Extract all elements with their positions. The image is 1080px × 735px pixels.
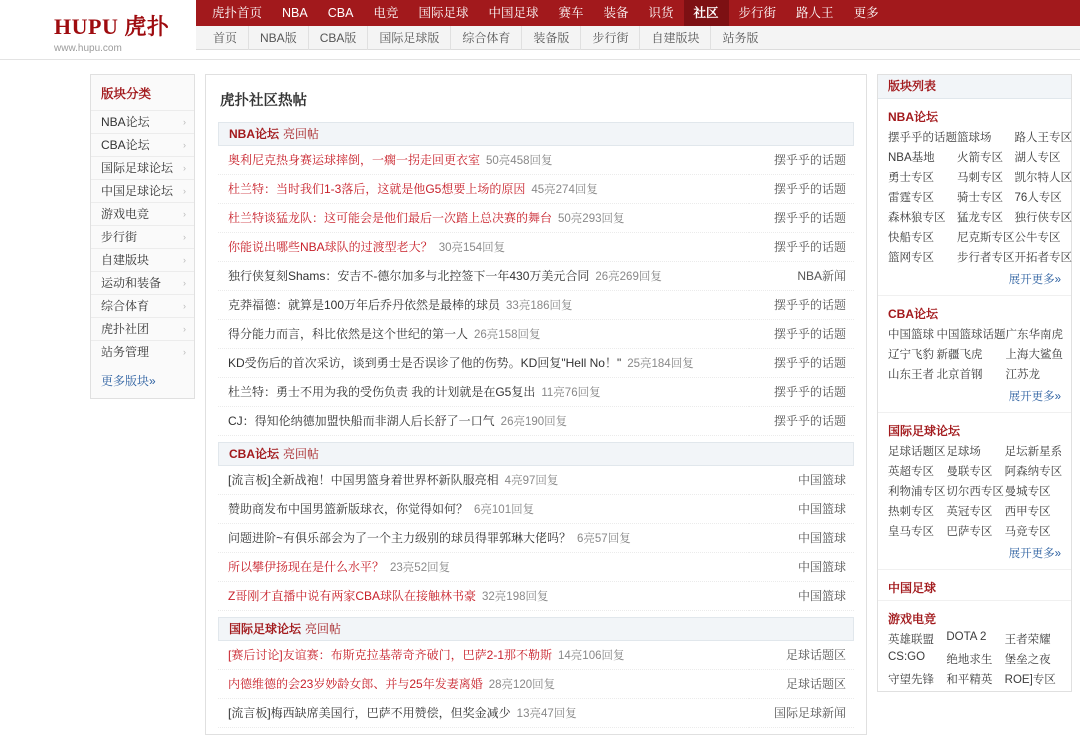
forum-group-title[interactable]: NBA论坛 bbox=[888, 110, 938, 124]
site-header bbox=[0, 0, 1080, 60]
forum-link[interactable]: 江苏龙 bbox=[1005, 369, 1040, 381]
forum-link[interactable]: 西甲专区 bbox=[1004, 506, 1051, 518]
forum-link[interactable]: 曼联专区 bbox=[946, 466, 993, 478]
sidebar-item-label: 运动和装备 bbox=[101, 275, 162, 290]
thread-reply-count: 14亮106回复 bbox=[558, 650, 625, 662]
sidebar-item[interactable] bbox=[91, 294, 194, 317]
thread-forum-link[interactable]: 中国篮球 bbox=[749, 524, 854, 553]
site-logo[interactable] bbox=[0, 0, 196, 54]
subnav-item[interactable]: NBA版 bbox=[249, 26, 309, 50]
thread-title-cell bbox=[218, 641, 749, 670]
right-gutter bbox=[1072, 74, 1080, 735]
thread-title-cell bbox=[218, 670, 749, 699]
thread-title-cell bbox=[218, 378, 749, 407]
sidebar-item-label: 中国足球论坛 bbox=[101, 183, 174, 198]
thread-reply-count: 32亮198回复 bbox=[482, 591, 549, 603]
subnav-item[interactable]: 国际足球版 bbox=[368, 26, 451, 50]
thread-title-cell bbox=[218, 262, 749, 291]
chevron-right-icon: › bbox=[183, 208, 186, 219]
thread-forum-link[interactable]: 足球话题区 bbox=[749, 670, 854, 699]
thread-title-cell bbox=[218, 349, 749, 378]
thread-link[interactable]: 杜兰特：当时我们1-3落后，这就是他G5想要上场的原因 bbox=[228, 182, 526, 196]
forum-link[interactable]: 76人专区 bbox=[1014, 192, 1062, 204]
chevron-right-icon: › bbox=[183, 231, 186, 242]
nav-item[interactable]: NBA bbox=[282, 6, 308, 20]
sidebar-item[interactable] bbox=[91, 110, 194, 133]
chevron-right-icon: › bbox=[183, 323, 186, 334]
thread-link[interactable]: [赛后讨论]友谊赛：布斯克拉基蒂奇齐破门，巴萨2-1那不勒斯 bbox=[228, 648, 553, 662]
nav-item[interactable]: 步行街 bbox=[738, 6, 777, 20]
chevron-right-icon: › bbox=[183, 162, 186, 173]
sidebar-item-label: 自建版块 bbox=[101, 252, 150, 267]
thread-forum-link[interactable]: 国际足球新闻 bbox=[749, 699, 854, 728]
thread-reply-count: 28亮120回复 bbox=[488, 679, 556, 691]
logo-text: HUPU 虎扑 bbox=[54, 14, 170, 39]
sidebar-item-label: 国际足球论坛 bbox=[101, 160, 174, 175]
subnav-item[interactable]: 自建版块 bbox=[640, 26, 711, 50]
forum-link[interactable]: 湖人专区 bbox=[1014, 152, 1061, 164]
left-gutter bbox=[0, 74, 90, 735]
thread-reply-count: 50亮293回复 bbox=[558, 213, 625, 225]
forum-link[interactable]: 公牛专区 bbox=[1014, 232, 1061, 244]
thread-forum-link[interactable]: 摆乎乎的话题 bbox=[749, 146, 854, 175]
sidebar bbox=[90, 74, 195, 399]
sidebar-item-label: NBA论坛 bbox=[101, 114, 150, 129]
nav-item[interactable]: 电竞 bbox=[373, 6, 399, 20]
nav-item[interactable]: 装备 bbox=[603, 6, 629, 20]
forum-link[interactable]: 守望先锋 bbox=[888, 674, 934, 686]
forum-link[interactable]: 曼城专区 bbox=[1004, 486, 1051, 498]
forum-link[interactable]: 英超专区 bbox=[888, 466, 934, 478]
chevron-right-icon: › bbox=[183, 277, 186, 288]
forum-group-list bbox=[878, 99, 1071, 691]
table-row bbox=[218, 699, 854, 728]
forum-link-grid bbox=[878, 129, 1071, 269]
header-navigation bbox=[196, 0, 1080, 50]
page-body bbox=[0, 60, 1080, 735]
sidebar-item-label: 综合体育 bbox=[101, 298, 150, 313]
sidebar-item[interactable] bbox=[91, 133, 194, 156]
sidebar-item[interactable] bbox=[91, 317, 194, 340]
nav-item[interactable]: 社区 bbox=[684, 0, 729, 26]
thread-forum-link[interactable]: 摆乎乎的话题 bbox=[749, 407, 854, 436]
forum-link[interactable]: 新疆飞虎 bbox=[936, 349, 983, 361]
forum-link[interactable]: 森林狼专区 bbox=[888, 212, 946, 224]
thread-link[interactable]: 克莽福德：就算是100万年后乔丹依然是最棒的球员 bbox=[228, 298, 501, 312]
thread-forum-link[interactable]: 中国篮球 bbox=[749, 466, 854, 495]
thread-link[interactable]: [流言板]梅西缺席美国行，巴萨不用赞偿，但奖金减少 bbox=[228, 706, 511, 720]
thread-block-header bbox=[218, 122, 854, 146]
nav-item[interactable]: 路人王 bbox=[796, 6, 834, 20]
thread-reply-count: 30亮154回复 bbox=[438, 242, 506, 254]
thread-forum-link[interactable]: 摆乎乎的话题 bbox=[749, 291, 854, 320]
thread-link[interactable]: 独行侠复刻Shams：安吉不-德尔加多与北控签下一年430万美元合同 bbox=[228, 269, 590, 283]
thread-reply-count: 33亮186回复 bbox=[506, 300, 573, 312]
forum-group-expand-link[interactable]: 展开更多» bbox=[1008, 391, 1061, 403]
forum-link[interactable]: 勇士专区 bbox=[888, 172, 934, 184]
forum-link[interactable]: 皇马专区 bbox=[888, 526, 934, 538]
forum-link[interactable]: 和平精英 bbox=[946, 674, 993, 686]
nav-item[interactable]: 虎扑首页 bbox=[212, 6, 263, 20]
thread-forum-link[interactable]: 摆乎乎的话题 bbox=[749, 378, 854, 407]
thread-forum-link[interactable]: 摆乎乎的话题 bbox=[749, 204, 854, 233]
forum-link[interactable]: 北京首钢 bbox=[936, 369, 983, 381]
forum-link[interactable]: 步行者专区 bbox=[957, 252, 1015, 264]
thread-block bbox=[206, 442, 866, 617]
thread-title-cell bbox=[218, 699, 749, 728]
forum-list-title: 版块列表 bbox=[878, 75, 1071, 99]
forum-link[interactable]: 摆乎乎的话题 bbox=[888, 132, 957, 144]
table-row bbox=[218, 407, 854, 436]
table-row bbox=[218, 320, 854, 349]
sidebar-item-label: 虎扑社团 bbox=[101, 321, 150, 336]
forum-link[interactable]: 利物浦专区 bbox=[888, 486, 946, 498]
table-row bbox=[218, 204, 854, 233]
thread-title-cell bbox=[218, 466, 749, 495]
thread-title-cell bbox=[218, 582, 749, 611]
table-row bbox=[218, 291, 854, 320]
sidebar-item[interactable] bbox=[91, 202, 194, 225]
thread-block bbox=[206, 617, 866, 734]
forum-link[interactable]: NBA基地 bbox=[888, 152, 935, 164]
forum-group-title[interactable]: CBA论坛 bbox=[878, 295, 1071, 326]
forum-link[interactable]: 中国篮球话题 bbox=[936, 329, 1006, 341]
thread-reply-count: 26亮158回复 bbox=[474, 329, 541, 341]
forum-group-title[interactable]: 中国足球 bbox=[878, 569, 1071, 600]
forum-link[interactable]: 中国篮球 bbox=[888, 329, 934, 341]
chevron-right-icon: › bbox=[183, 346, 186, 357]
forum-link[interactable]: 阿森纳专区 bbox=[1004, 466, 1063, 478]
forum-link[interactable]: 山东王者 bbox=[888, 369, 934, 381]
forum-link[interactable]: 开拓者专区 bbox=[1014, 252, 1072, 264]
subnav-item[interactable]: 步行街 bbox=[581, 26, 640, 50]
thread-reply-count: 26亮269回复 bbox=[595, 271, 662, 283]
forum-link[interactable]: 马刺专区 bbox=[957, 172, 1003, 184]
chevron-right-icon: › bbox=[183, 139, 186, 150]
sidebar-item-label: 游戏电竞 bbox=[101, 206, 150, 221]
subnav-item[interactable]: 站务版 bbox=[722, 30, 759, 45]
thread-forum-link[interactable]: 中国篮球 bbox=[749, 553, 854, 582]
right-column bbox=[877, 74, 1072, 735]
table-row bbox=[218, 146, 854, 175]
thread-reply-count: 6亮101回复 bbox=[474, 504, 535, 516]
thread-block-tag: 亮回帖 bbox=[283, 127, 320, 141]
thread-link[interactable]: 杜兰特：勇士不用为我的受伤负责 我的计划就是在G5复出 bbox=[228, 385, 536, 399]
forum-list-panel bbox=[877, 74, 1072, 692]
forum-link[interactable]: 快船专区 bbox=[888, 232, 934, 244]
thread-title-cell bbox=[218, 320, 749, 349]
thread-link[interactable]: 得分能力而言，科比依然是这个世纪的第一人 bbox=[228, 327, 469, 341]
chevron-right-icon: › bbox=[183, 300, 186, 311]
forum-group-expand-link[interactable]: 展开更多» bbox=[1008, 548, 1061, 560]
thread-link[interactable]: 你能说出哪些NBA球队的过渡型老大？ bbox=[228, 240, 433, 254]
thread-title-cell bbox=[218, 146, 749, 175]
thread-table bbox=[218, 146, 854, 436]
subnav-item[interactable]: 装备版 bbox=[522, 26, 581, 50]
table-row bbox=[218, 349, 854, 378]
forum-link[interactable]: 英冠专区 bbox=[946, 506, 993, 518]
thread-forum-link[interactable]: 摆乎乎的话题 bbox=[749, 175, 854, 204]
chevron-right-icon: › bbox=[183, 185, 186, 196]
sidebar-item[interactable] bbox=[91, 225, 194, 248]
thread-title-cell bbox=[218, 553, 749, 582]
thread-title-cell bbox=[218, 407, 749, 436]
thread-title-cell bbox=[218, 233, 749, 262]
secondary-nav bbox=[196, 26, 1080, 50]
primary-nav bbox=[196, 0, 1080, 26]
forum-link[interactable]: 广东华南虎 bbox=[1005, 329, 1063, 341]
sidebar-item-label: 站务管理 bbox=[101, 344, 150, 359]
sidebar-item[interactable] bbox=[91, 340, 194, 363]
main-content bbox=[205, 74, 867, 735]
nav-item[interactable]: 更多 bbox=[853, 6, 879, 20]
table-row bbox=[218, 553, 854, 582]
subnav-item[interactable]: 综合体育 bbox=[451, 26, 522, 50]
table-row bbox=[218, 175, 854, 204]
thread-link[interactable]: 问题进阶~有俱乐部会为了一个主力级别的球员得罪郭琳大佬吗？ bbox=[228, 531, 572, 545]
thread-link[interactable]: KD受伤后的首次采访，谈到勇士是否误诊了他的伤势。KD回复"Hell No！" bbox=[228, 356, 622, 370]
forum-link[interactable]: 路人王专区 bbox=[1014, 132, 1072, 144]
sidebar-item-label: CBA论坛 bbox=[101, 137, 150, 152]
forum-link[interactable]: 篮球场 bbox=[957, 132, 992, 144]
subnav-item[interactable]: 首页 bbox=[202, 26, 249, 50]
forum-link[interactable]: 辽宁飞豹 bbox=[888, 349, 934, 361]
forum-link[interactable]: 骑士专区 bbox=[957, 192, 1003, 204]
forum-link[interactable]: 王者荣耀 bbox=[1004, 634, 1051, 646]
thread-link[interactable]: 杜兰特谈猛龙队：这可能会是他们最后一次踏上总决赛的舞台 bbox=[228, 211, 553, 225]
sidebar-item[interactable] bbox=[91, 248, 194, 271]
nav-item[interactable]: 国际足球 bbox=[418, 6, 469, 20]
sidebar-item-list bbox=[91, 110, 194, 363]
forum-link[interactable]: 巴萨专区 bbox=[946, 526, 993, 538]
thread-title-cell bbox=[218, 291, 749, 320]
thread-block-forum[interactable]: 国际足球论坛 bbox=[229, 622, 302, 636]
forum-link[interactable]: 上海大鲨鱼 bbox=[1005, 349, 1063, 361]
thread-forum-link[interactable]: 摆乎乎的话题 bbox=[749, 320, 854, 349]
table-row bbox=[218, 262, 854, 291]
thread-table bbox=[218, 466, 854, 611]
thread-reply-count: 6亮57回复 bbox=[577, 533, 631, 545]
forum-link[interactable]: 马竞专区 bbox=[1004, 526, 1051, 538]
thread-link[interactable]: CJ：得知伦纳德加盟快船而非湖人后长舒了一口气 bbox=[228, 414, 495, 428]
thread-forum-link[interactable]: 足球话题区 bbox=[749, 641, 854, 670]
forum-link[interactable]: 独行侠专区 bbox=[1014, 212, 1072, 224]
thread-link[interactable]: 所以攀伊扬现在是什么水平？ bbox=[228, 560, 385, 574]
thread-block-tag: 亮回帖 bbox=[283, 447, 320, 461]
forum-link[interactable]: 猛龙专区 bbox=[957, 212, 1003, 224]
sidebar-item[interactable] bbox=[91, 271, 194, 294]
thread-link[interactable]: 赞助商发布中国男篮新版球衣，你觉得如何？ bbox=[228, 502, 469, 516]
table-row bbox=[218, 670, 854, 699]
thread-link[interactable]: Z哥刚才直播中说有两家CBA球队在接触林书豪 bbox=[228, 589, 477, 603]
thread-reply-count: 11亮76回复 bbox=[541, 387, 601, 399]
thread-block-header bbox=[218, 617, 854, 641]
table-row bbox=[218, 524, 854, 553]
forum-group-expand-link[interactable]: 展开更多» bbox=[1008, 274, 1061, 286]
table-row bbox=[218, 233, 854, 262]
thread-block-tag: 亮回帖 bbox=[305, 622, 342, 636]
thread-reply-count: 13亮47回复 bbox=[516, 708, 577, 720]
logo-url: www.hupu.com bbox=[54, 43, 122, 54]
subnav-item[interactable]: CBA版 bbox=[309, 26, 369, 50]
thread-block bbox=[206, 122, 866, 442]
table-row bbox=[218, 466, 854, 495]
thread-link[interactable]: 内德维德的会23岁妙龄女郎、并与25年发妻离婚 bbox=[228, 677, 483, 691]
thread-title-cell bbox=[218, 524, 749, 553]
thread-reply-count: 25亮184回复 bbox=[627, 358, 694, 370]
thread-block-header bbox=[218, 442, 854, 466]
forum-link[interactable]: DOTA 2 bbox=[946, 631, 987, 643]
thread-forum-link[interactable]: 中国篮球 bbox=[749, 582, 854, 611]
chevron-right-icon: › bbox=[183, 116, 186, 127]
forum-link-grid bbox=[878, 631, 1071, 691]
nav-item[interactable]: 识货 bbox=[648, 6, 674, 20]
forum-link-grid bbox=[878, 326, 1071, 386]
thread-reply-count: 4亮97回复 bbox=[504, 475, 559, 487]
forum-link[interactable]: 足球话题区 bbox=[888, 446, 946, 458]
thread-forum-link[interactable]: 中国篮球 bbox=[749, 495, 854, 524]
thread-block-forum[interactable]: CBA论坛 bbox=[229, 447, 279, 461]
forum-link[interactable]: 篮网专区 bbox=[888, 252, 934, 264]
thread-block-forum[interactable]: NBA论坛 bbox=[229, 127, 279, 141]
forum-link[interactable]: 英雄联盟 bbox=[888, 634, 934, 646]
thread-table bbox=[218, 641, 854, 728]
thread-reply-count: 45亮274回复 bbox=[531, 184, 598, 196]
thread-title-cell bbox=[218, 204, 749, 233]
thread-link[interactable]: [流言板]全新战袍！中国男篮身着世界杯新队服亮相 bbox=[228, 473, 499, 487]
forum-link[interactable]: 雷霆专区 bbox=[888, 192, 934, 204]
table-row bbox=[218, 495, 854, 524]
forum-link[interactable]: 热刺专区 bbox=[888, 506, 934, 518]
table-row bbox=[218, 582, 854, 611]
thread-reply-count: 26亮190回复 bbox=[500, 416, 568, 428]
thread-reply-count: 23亮52回复 bbox=[390, 562, 451, 574]
table-row bbox=[218, 641, 854, 670]
forum-link-grid bbox=[878, 443, 1071, 543]
forum-link[interactable]: 凯尔特人区 bbox=[1014, 172, 1072, 184]
sidebar-more-link[interactable]: 更多版块» bbox=[101, 374, 156, 388]
sidebar-item-label: 步行街 bbox=[101, 229, 138, 244]
forum-link[interactable]: 绝地求生 bbox=[946, 654, 993, 666]
forum-group-title[interactable]: 国际足球论坛 bbox=[878, 412, 1071, 443]
nav-item[interactable]: 赛车 bbox=[558, 6, 584, 20]
nav-item[interactable]: 中国足球 bbox=[488, 6, 539, 20]
hot-thread-blocks bbox=[206, 122, 866, 734]
forum-link[interactable]: 切尔西专区 bbox=[946, 486, 1004, 498]
thread-link[interactable]: 奥利尼克热身赛运球摔倒，一瘸一拐走回更衣室 bbox=[228, 153, 481, 167]
thread-title-cell bbox=[218, 175, 749, 204]
sidebar-item[interactable] bbox=[91, 179, 194, 202]
sidebar-title: 版块分类 bbox=[101, 87, 152, 101]
page-title: 虎扑社区热帖 bbox=[220, 93, 307, 109]
forum-link[interactable]: 足球场 bbox=[946, 446, 981, 458]
thread-title-cell bbox=[218, 495, 749, 524]
thread-reply-count: 50亮458回复 bbox=[486, 155, 553, 167]
forum-link[interactable]: CS:GO bbox=[888, 651, 926, 663]
table-row bbox=[218, 378, 854, 407]
forum-link[interactable]: 尼克斯专区 bbox=[957, 232, 1015, 244]
forum-link[interactable]: 火箭专区 bbox=[957, 152, 1003, 164]
forum-group-title[interactable]: 游戏电竞 bbox=[878, 600, 1071, 631]
forum-link[interactable]: 足坛新星系 bbox=[1004, 446, 1063, 458]
thread-forum-link[interactable]: 摆乎乎的话题 bbox=[749, 233, 854, 262]
nav-item[interactable]: CBA bbox=[327, 6, 354, 20]
thread-forum-link[interactable]: NBA新闻 bbox=[749, 262, 854, 291]
chevron-right-icon: › bbox=[183, 254, 186, 265]
thread-forum-link[interactable]: 摆乎乎的话题 bbox=[749, 349, 854, 378]
forum-link[interactable]: 堡垒之夜 bbox=[1004, 654, 1051, 666]
sidebar-item[interactable] bbox=[91, 156, 194, 179]
forum-link[interactable]: ROE]专区 bbox=[1004, 674, 1056, 686]
